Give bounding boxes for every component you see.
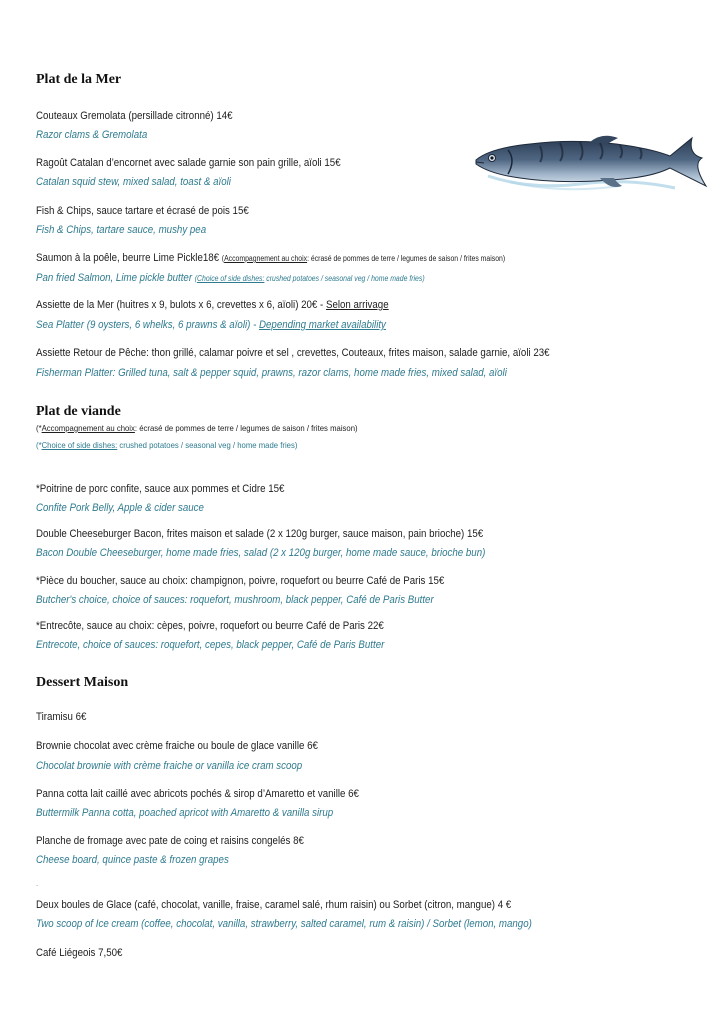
menu-item-fr: Double Cheeseburger Bacon, frites maison et salade (2 x 120g burger, sauce maison, pain brioche) 15€ <box>36 528 484 540</box>
menu-item-en: Chocolat brownie with crème fraiche or vanilla ice cram scoop <box>36 760 303 772</box>
salmon-fr-main: Saumon à la poêle, beurre Lime Pickle18€ <box>36 252 222 264</box>
menu-item-fr: Assiette Retour de Pêche: thon grillé, calamar poivre et sel , crevettes, Couteaux, frites maison, salade garnie, aïoli 23€ <box>36 347 550 359</box>
side-dishes-note-fr <box>36 423 358 433</box>
menu-item-en: Two scoop of Ice cream (coffee, chocolat, vanilla, strawberry, salted caramel, rum & raisin) / Sorbet (lemon, mango) <box>36 918 532 930</box>
menu-item-fr: *Poitrine de porc confite, sauce aux pommes et Cidre 15€ <box>36 483 285 495</box>
platter-en-main: Sea Platter (9 oysters, 6 whelks, 6 prawns & aïoli) - <box>36 319 260 331</box>
menu-item-fr: *Pièce du boucher, sauce au choix: champignon, poivre, roquefort ou beurre Café de Paris 15€ <box>36 575 445 587</box>
menu-item-en-salmon <box>36 272 425 284</box>
menu-item-fr: *Entrecôte, sauce au choix: cèpes, poivre, roquefort ou beurre Café de Paris 22€ <box>36 620 384 632</box>
menu-item-en: Fish & Chips, tartare sauce, mushy pea <box>36 224 207 236</box>
menu-item-en: Buttermilk Panna cotta, poached apricot with Amaretto & vanilla sirup <box>36 807 334 819</box>
platter-en-note: Depending market availability <box>259 319 386 331</box>
menu-item-en: Razor clams & Gremolata <box>36 129 148 141</box>
salmon-fr-side-label: Accompagnement au choix <box>224 254 308 263</box>
stray-mark: . <box>36 879 39 888</box>
note-fr-open: (* <box>36 423 42 433</box>
menu-item-fr-salmon <box>36 252 505 264</box>
menu-item-fr: Deux boules de Glace (café, chocolat, vanille, fraise, caramel salé, rhum raisin) ou Sorbet (citron, mangue) 4 € <box>36 899 512 911</box>
menu-item-en: Cheese board, quince paste & frozen grapes <box>36 854 229 866</box>
side-dishes-note-en <box>36 440 297 450</box>
menu-item-fr: Couteaux Gremolata (persillade citronné) 14€ <box>36 110 233 122</box>
note-en-open: (* <box>36 440 42 450</box>
note-en-label: Choice of side dishes: <box>41 440 118 450</box>
note-fr-text: : écrasé de pommes de terre / legumes de saison / frites maison) <box>134 423 358 433</box>
menu-item-fr: Brownie chocolat avec crème fraiche ou boule de glace vanille 6€ <box>36 740 318 752</box>
menu-item-fr: Planche de fromage avec pate de coing et raisins congelés 8€ <box>36 835 304 847</box>
section-title-dessert: Dessert Maison <box>36 675 129 690</box>
menu-item-en: Fisherman Platter: Grilled tuna, salt & pepper squid, prawns, razor clams, home made fries, mixed salad, aïoli <box>36 367 507 379</box>
section-title-viande: Plat de viande <box>36 404 121 419</box>
menu-item-fr-platter <box>36 299 389 311</box>
note-fr-label: Accompagnement au choix <box>41 423 135 433</box>
menu-item-en: Bacon Double Cheeseburger, home made fries, salad (2 x 120g burger, home made sauce, brioche bun) <box>36 547 486 559</box>
menu-item-fr: Panna cotta lait caillé avec abricots pochés & sirop d’Amaretto et vanille 6€ <box>36 788 359 800</box>
menu-item-fr: Café Liégeois 7,50€ <box>36 947 123 959</box>
menu-item-en: Entrecote, choice of sauces: roquefort, cepes, black pepper, Café de Paris Butter <box>36 639 385 651</box>
note-en-text: crushed potatoes / seasonal veg / home made fries) <box>117 440 298 450</box>
platter-fr-note: Selon arrivage <box>325 299 389 311</box>
salmon-fr-side-open: ( <box>221 254 225 263</box>
menu-item-fr: Ragoût Catalan d’encornet avec salade garnie son pain grille, aïoli 15€ <box>36 157 341 169</box>
menu-item-en: Catalan squid stew, mixed salad, toast & aïoli <box>36 176 231 188</box>
salmon-en-side-text: crushed potatoes / seasonal veg / home made fries) <box>264 274 425 283</box>
fish-illustration-icon <box>470 128 712 200</box>
menu-item-fr: Fish & Chips, sauce tartare et écrasé de pois 15€ <box>36 205 249 217</box>
menu-item-fr: Tiramisu 6€ <box>36 711 87 723</box>
salmon-en-main: Pan fried Salmon, Lime pickle butter <box>36 272 195 284</box>
menu-item-en: Butcher's choice, choice of sauces: roquefort, mushroom, black pepper, Café de Paris Butter <box>36 594 434 606</box>
salmon-en-side-label: Choice of side dishes: <box>197 274 265 283</box>
salmon-en-side-open: ( <box>194 274 198 283</box>
menu-item-en-platter <box>36 319 386 331</box>
salmon-fr-side-text: : écrasé de pommes de terre / legumes de saison / frites maison) <box>307 254 506 263</box>
menu-item-en: Confite Pork Belly, Apple & cider sauce <box>36 502 204 514</box>
section-title-mer: Plat de la Mer <box>36 72 122 87</box>
platter-fr-main: Assiette de la Mer (huitres x 9, bulots x 6, crevettes x 6, aïoli) 20€ - <box>36 299 326 311</box>
